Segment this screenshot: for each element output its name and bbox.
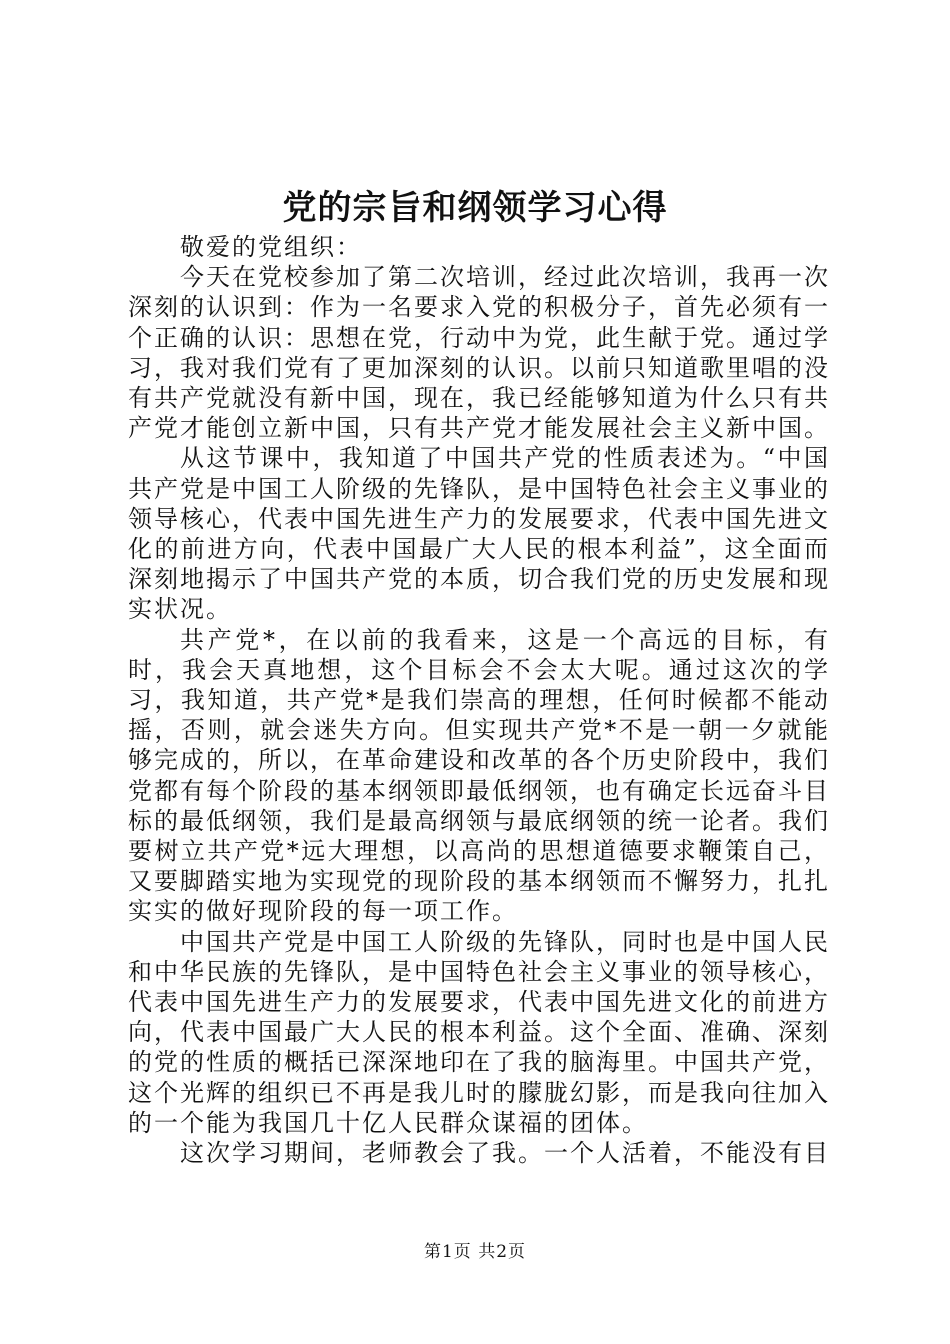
paragraph-1: 今天在党校参加了第二次培训，经过此次培训，我再一次深刻的认识到：作为一名要求入党的积极分子，首先必须有一个正确的认识：思想在党，行动中为党，此生献于党。通过学习，我对我们党有了更加深刻的认识。以前只知道歌里唱的没有共产党就没有新中国，现在，我已经能够知道为什么只有共产党才能创立新中国，只有共产党才能发展社会主义新中国。 (128, 263, 830, 443)
paragraph-3: 共产党*，在以前的我看来，这是一个高远的目标，有时，我会天真地想，这个目标会不会太大呢。通过这次的学习，我知道，共产党*是我们崇高的理想，任何时候都不能动摇，否则，就会迷失方向。但实现共产党*不是一朝一夕就能够完成的，所以，在革命建设和改革的各个历史阶段中，我们党都有每个阶段的基本纲领即最低纲领，也有确定长远奋斗目标的最低纲领，我们是最高纲领与最底纲领的统一论者。我们要树立共产党*远大理想，以高尚的思想道德要求鞭策自己，又要脚踏实地为实现党的现阶段的基本纲领而不懈努力，扎扎实实的做好现阶段的每一项工作。 (128, 625, 830, 926)
document-body (128, 232, 830, 1168)
page-number-footer: 第1页 共2页 (423, 1242, 527, 1262)
paragraph-2: 从这节课中，我知道了中国共产党的性质表述为。“中国共产党是中国工人阶级的先锋队，是中国特色社会主义事业的领导核心，代表中国先进生产力的发展要求，代表中国先进文化的前进方向，代表中国最广大人民的根本利益”，这全面而深刻地揭示了中国共产党的本质，切合我们党的历史发展和现实状况。 (128, 444, 830, 624)
salutation: 敬爱的党组织： (180, 233, 362, 261)
document-title: 党的宗旨和纲领学习心得 (282, 188, 668, 228)
paragraph-5: 这次学习期间，老师教会了我。一个人活着，不能没有目 (180, 1139, 830, 1168)
paragraph-4: 中国共产党是中国工人阶级的先锋队，同时也是中国人民和中华民族的先锋队，是中国特色社会主义事业的领导核心，代表中国先进生产力的发展要求，代表中国先进文化的前进方向，代表中国最广大人民的根本利益。这个全面、准确、深刻的党的性质的概括已深深地印在了我的脑海里。中国共产党，这个光辉的组织已不再是我儿时的朦胧幻影，而是我向往加入的一个能为我国几十亿人民群众谋福的团体。 (128, 927, 830, 1137)
